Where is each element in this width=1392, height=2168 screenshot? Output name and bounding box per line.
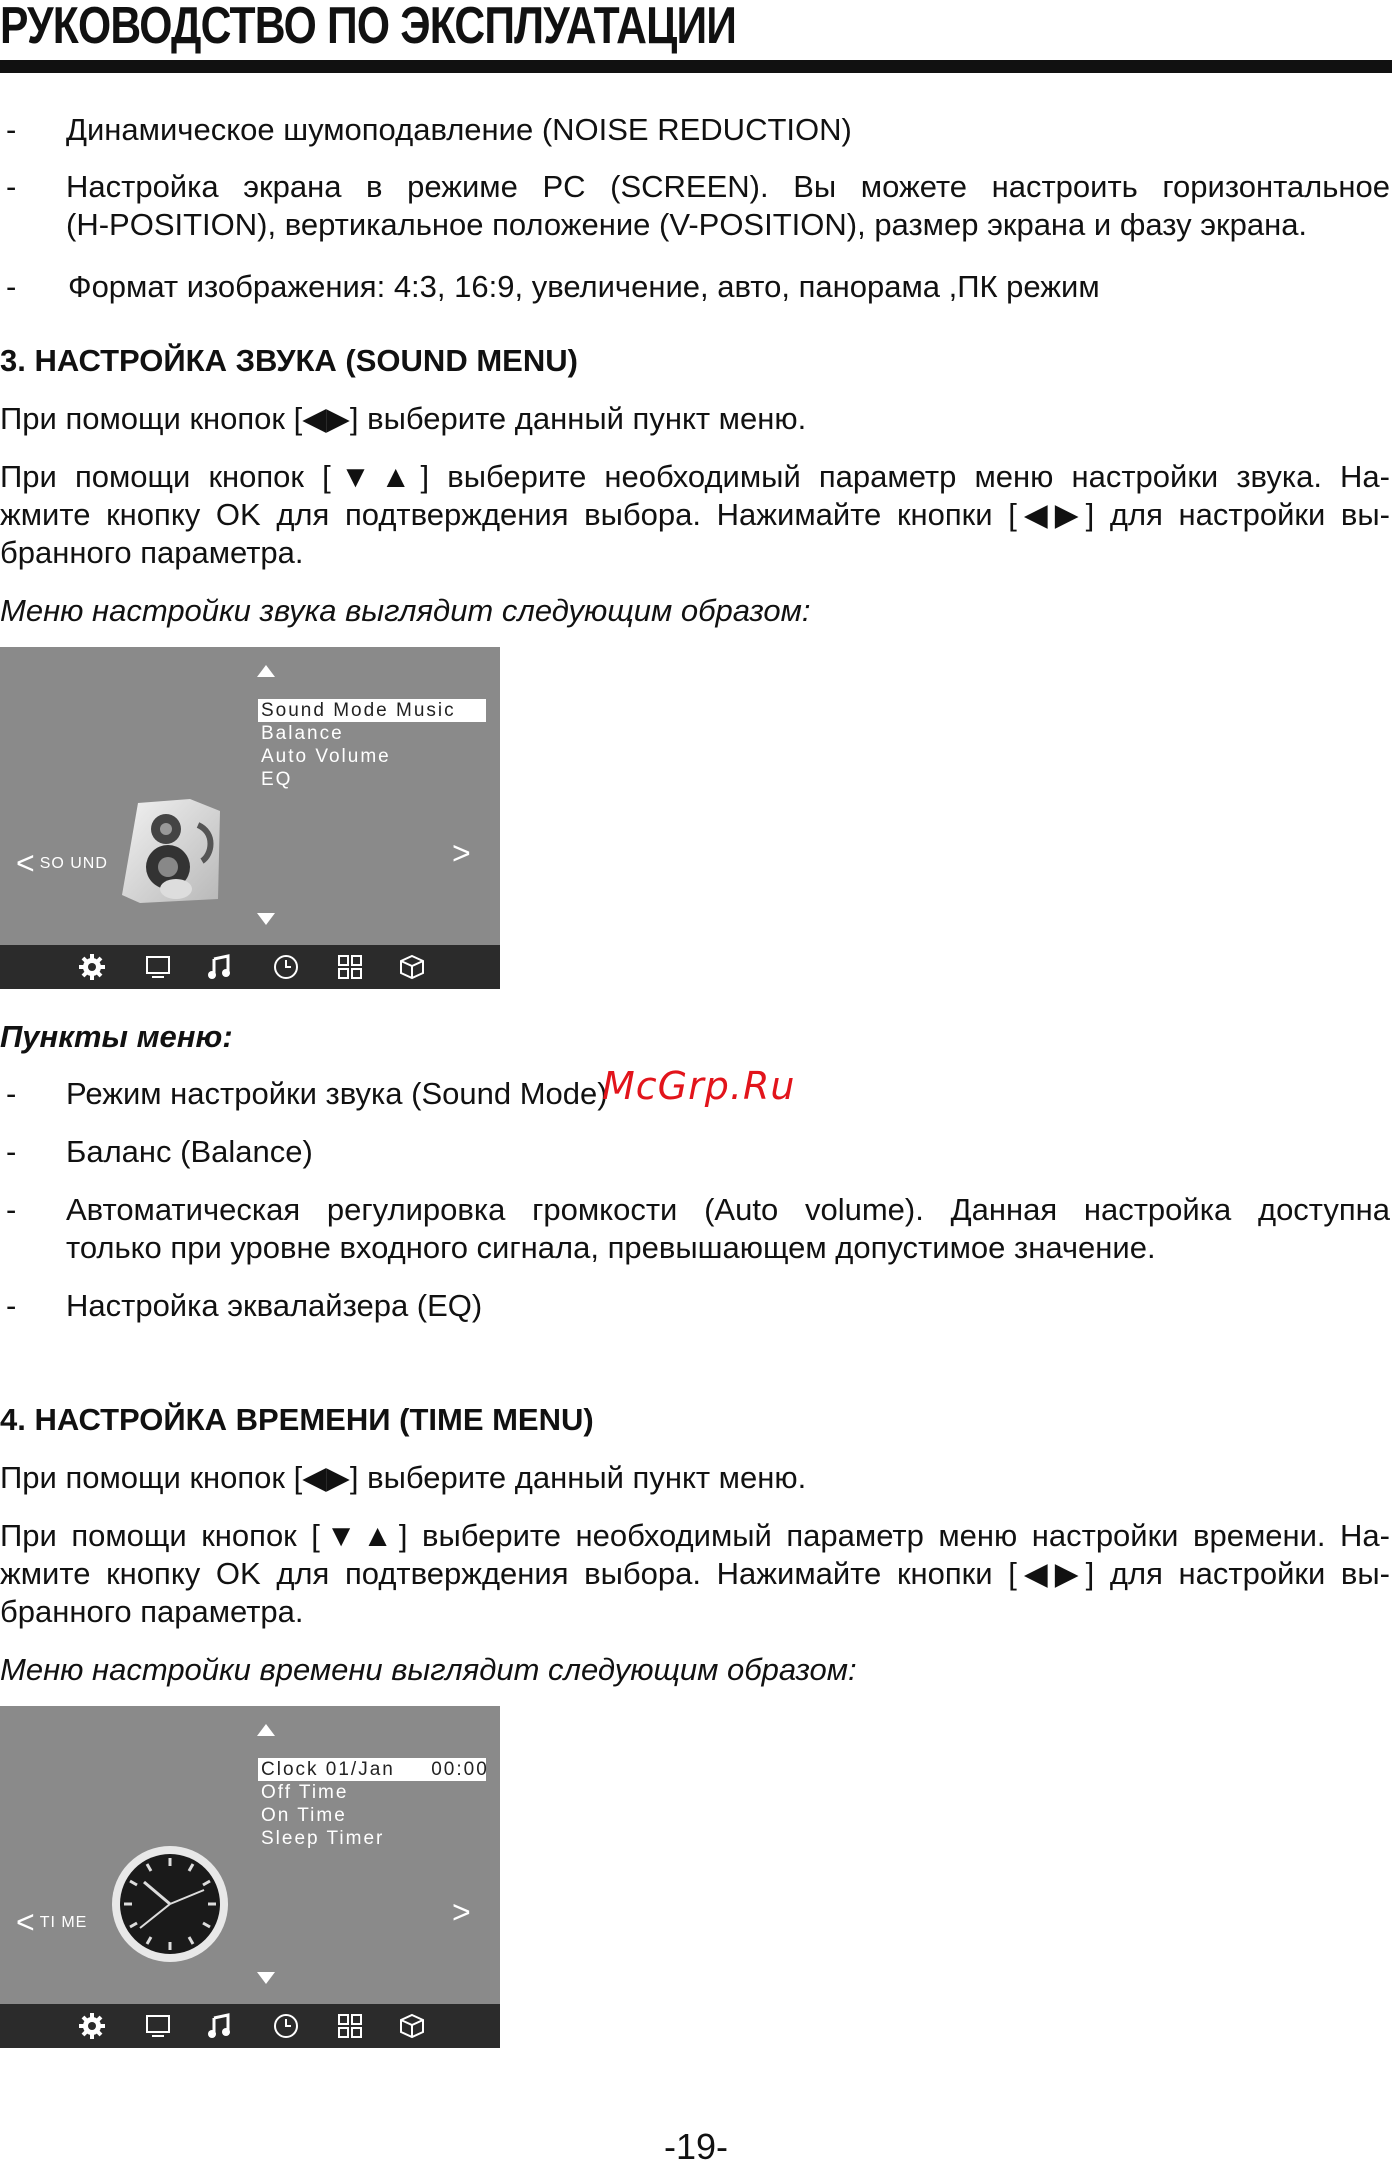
menu-item-sound-mode[interactable]: Sound Mode Music	[258, 699, 486, 722]
watermark-text: McGrp.Ru	[602, 1064, 796, 1108]
bullet-screen-line1: Настройка экрана в режиме PC (SCREEN). Вы можете настроить горизонтальное	[66, 169, 1390, 204]
sound-paragraph-2-line1: При помощи кнопок [▼▲] выберите необходимый параметр меню настройки звука. На-	[0, 459, 1390, 494]
left-chevron-icon[interactable]: <	[16, 845, 36, 881]
sound-side-label-text: SO UND	[39, 855, 108, 872]
lock-cube-icon[interactable]	[398, 953, 426, 981]
left-chevron-icon[interactable]: <	[16, 1904, 36, 1940]
bullet-dash: -	[6, 169, 17, 204]
right-chevron-icon[interactable]: >	[452, 835, 471, 871]
time-section-heading: 4. НАСТРОЙКА ВРЕМЕНИ (TIME MENU)	[0, 1402, 594, 1437]
bullet-dash: -	[6, 1134, 17, 1169]
time-menu-screenshot	[0, 1706, 500, 2048]
time-paragraph-2-line2: жмите кнопку OK для подтверждения выбора. Нажимайте кнопки [◀▶] для настройки вы-	[0, 1556, 1390, 1591]
bullet-noise-reduction: Динамическое шумоподавление (NOISE REDUCTION)	[66, 112, 852, 147]
time-side-label	[16, 1904, 87, 1941]
menu-item-on-time[interactable]: On Time	[261, 1805, 347, 1826]
time-clock-icon[interactable]	[272, 953, 300, 981]
sound-paragraph-2-line2: жмите кнопку OK для подтверждения выбора. Нажимайте кнопки [◀▶] для настройки вы-	[0, 497, 1390, 532]
sound-menu-screenshot	[0, 647, 500, 989]
menu-tab-bar	[0, 945, 500, 989]
sound-note-icon[interactable]	[206, 2012, 234, 2040]
settings-gear-icon[interactable]	[78, 953, 106, 981]
header-rule	[0, 60, 1392, 73]
speaker-note-icon	[120, 799, 222, 903]
menu-item-off-time[interactable]: Off Time	[261, 1782, 349, 1803]
item-eq: Настройка эквалайзера (EQ)	[66, 1288, 483, 1323]
item-sound-mode: Режим настройки звука (Sound Mode)	[66, 1076, 608, 1111]
menu-item-eq[interactable]: EQ	[261, 769, 293, 790]
bullet-dash: -	[6, 269, 17, 304]
up-arrow-icon	[256, 1722, 276, 1738]
menu-item-sleep-timer[interactable]: Sleep Timer	[261, 1828, 385, 1849]
bullet-screen-line2: (H-POSITION), вертикальное положение (V-POSITION), размер экрана и фазу экрана.	[66, 207, 1308, 242]
time-paragraph-2-line3: бранного параметра.	[0, 1594, 304, 1629]
menu-item-auto-volume[interactable]: Auto Volume	[261, 746, 391, 767]
time-paragraph-2-line1: При помощи кнопок [▼▲] выберите необходимый параметр меню настройки времени. На-	[0, 1518, 1390, 1553]
up-arrow-icon	[256, 663, 276, 679]
down-arrow-icon	[256, 911, 276, 927]
bullet-format: Формат изображения: 4:3, 16:9, увеличение, авто, панорама ,ПК режим	[68, 269, 1100, 304]
sound-paragraph-2-line3: бранного параметра.	[0, 535, 304, 570]
sound-section-heading: 3. НАСТРОЙКА ЗВУКА (SOUND MENU)	[0, 343, 578, 378]
right-chevron-icon[interactable]: >	[452, 1894, 471, 1930]
menu-items-heading: Пункты меню:	[0, 1019, 233, 1054]
down-arrow-icon	[256, 1970, 276, 1986]
item-auto-volume-line1: Автоматическая регулировка громкости (Auto volume). Данная настройка доступна	[66, 1192, 1390, 1227]
page-header-title: РУКОВОДСТВО ПО ЭКСПЛУАТАЦИИ	[0, 0, 737, 55]
sound-side-label	[16, 845, 108, 882]
page-number: -19-	[663, 2126, 729, 2167]
options-grid-icon[interactable]	[336, 2012, 364, 2040]
sound-menu-items	[258, 699, 486, 791]
lock-cube-icon[interactable]	[398, 2012, 426, 2040]
bullet-dash: -	[6, 1076, 17, 1111]
item-auto-volume-line2: только при уровне входного сигнала, превышающем допустимое значение.	[66, 1230, 1156, 1265]
sound-menu-caption: Меню настройки звука выглядит следующим образом:	[0, 593, 811, 628]
menu-tab-bar	[0, 2004, 500, 2048]
time-side-label-text: TI ME	[39, 1914, 88, 1931]
bullet-dash: -	[6, 112, 17, 147]
sound-note-icon[interactable]	[206, 953, 234, 981]
item-balance: Баланс (Balance)	[66, 1134, 313, 1169]
time-menu-items	[258, 1758, 489, 1850]
picture-tv-icon[interactable]	[144, 953, 172, 981]
menu-item-clock[interactable]: Clock 01/Jan 00:00	[258, 1758, 486, 1781]
bullet-dash: -	[6, 1192, 17, 1227]
sound-paragraph-1: При помощи кнопок [◀▶] выберите данный пункт меню.	[0, 401, 807, 436]
analog-clock-icon	[110, 1844, 230, 1964]
time-paragraph-1: При помощи кнопок [◀▶] выберите данный пункт меню.	[0, 1460, 807, 1495]
settings-gear-icon[interactable]	[78, 2012, 106, 2040]
options-grid-icon[interactable]	[336, 953, 364, 981]
bullet-dash: -	[6, 1288, 17, 1323]
picture-tv-icon[interactable]	[144, 2012, 172, 2040]
time-menu-caption: Меню настройки времени выглядит следующим образом:	[0, 1652, 857, 1687]
time-clock-icon[interactable]	[272, 2012, 300, 2040]
menu-item-balance[interactable]: Balance	[261, 723, 344, 744]
